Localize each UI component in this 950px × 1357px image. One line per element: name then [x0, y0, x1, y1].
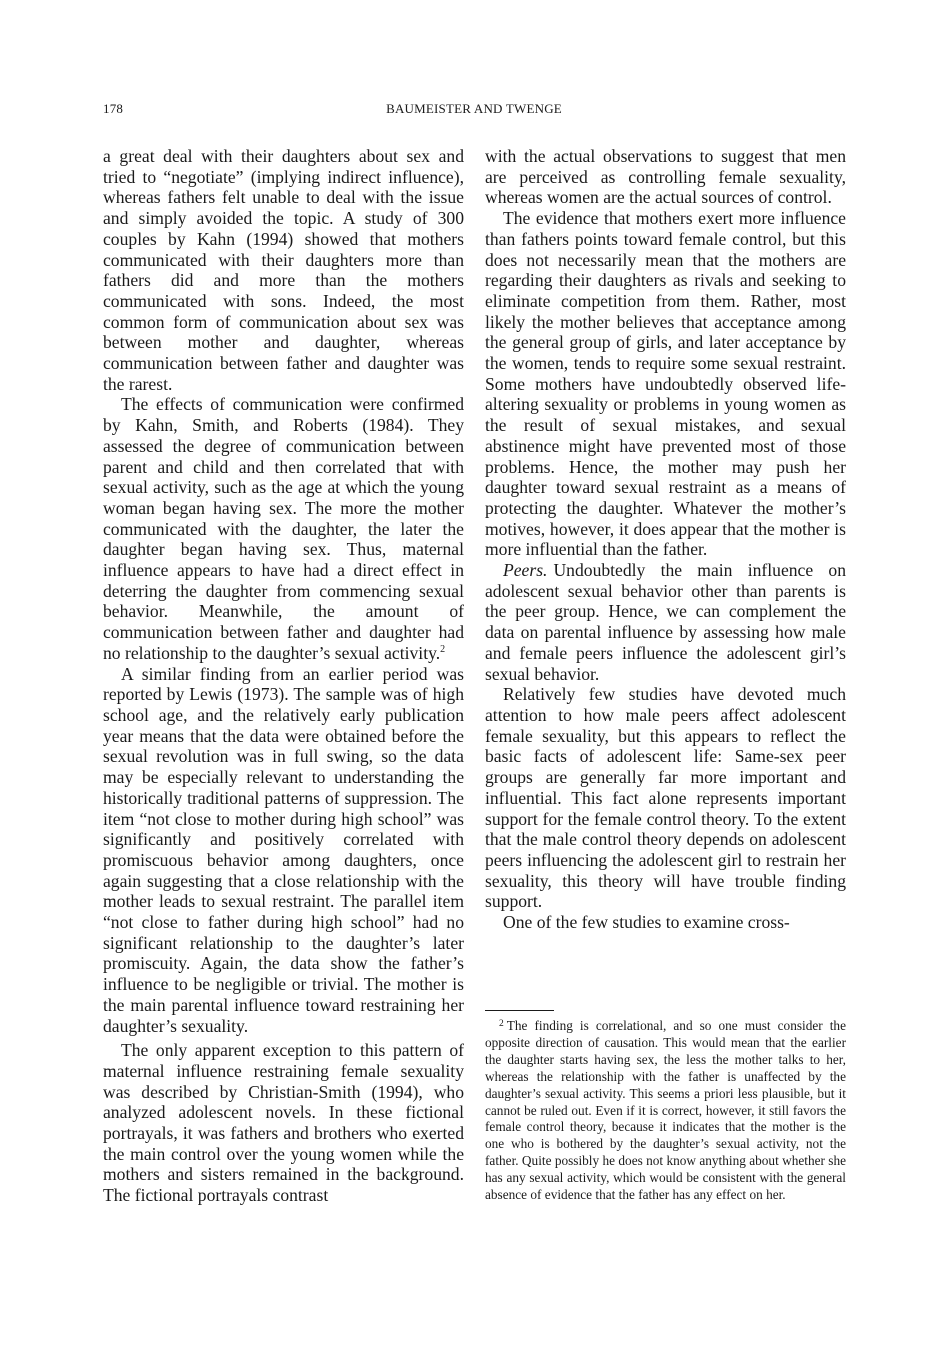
page-number: 178 [103, 101, 124, 116]
section-heading-peers: Peers. [503, 560, 548, 581]
paragraph: The evidence that mothers exert more influence than fathers points toward female control, but this does not necessarily mean that the mothers are regarding their daughters as rivals and seeking to eliminate competition from them. Rather, most likely the mother believes that acceptance among the general group of girls, and later acceptance by the women, tends to require some sexual restraint. Some mothers have undoubtedly observed life-altering sexuality or problems in young women as the result of sexual mistakes, and sexual abstinence might have prevented most of those problems. Hence, the mother may push her daughter toward sexual restraint as a means of protecting the daughter. Whatever the mother’s motives, however, it does appear that the mother is more influential than the father. [485, 208, 846, 560]
footnote-text: The finding is correlational, and so one must consider the opposite direction of causation. This would mean that the earlier the daughter starts having sex, the less the mother talks to her, whereas the relationship with the father is unaffected by the daughter’s sexual activity. This seems a priori less plausible, but it cannot be ruled out. Even if it is correct, however, it still favors the female control theory, because it indicates that the mother is the one who is bothered by the daughter’s sexual activity, not the father. Quite possibly he does not know anything about whether she has any sexual activity, which would be consistent with the general absence of evidence that the father has any effect on her. [485, 1018, 846, 1203]
paragraph: with the actual observations to suggest that men are perceived as controlling female sexuality, whereas women are the actual sources of control. [485, 146, 846, 208]
paragraph: a great deal with their daughters about sex and tried to “negotiate” (implying indirect influence), whereas fathers felt unable to deal with the issue and simply avoided the topic. A study of 300 couples by Kahn (1994) showed that mothers communicated with their daughters more than fathers did and more than the mothers communicated with sons. Indeed, the most common form of communication about sex was between mother and daughter, whereas communication between father and daughter was the rarest. [103, 146, 464, 394]
paragraph [103, 394, 464, 663]
paragraph-text: The effects of communication were confirmed by Kahn, Smith, and Roberts (1984). They assessed the degree of communication between parent and child and then correlated that with sexual activity, such as the age at which the young woman began having sex. The more the mother communicated with the daughter, the later the daughter began having sex. Thus, maternal influence appears to have had a direct effect in deterring the daughter from commencing sexual behavior. Meanwhile, the amount of communication between father and daughter had no relationship to the daughter’s sexual activity. [103, 394, 464, 663]
running-head: BAUMEISTER AND TWENGE [386, 101, 562, 116]
paragraph: Relatively few studies have devoted much attention to how male peers affect adolescent female sexuality, but this appears to reflect the basic facts of adolescent life: Same-sex peer groups are generally far more important and influential. This fact alone represents important support for the female control theory. To the extent that the male control theory depends on adolescent peers influencing the adolescent girl to restrain her sexuality, this theory will have trouble finding support. [485, 684, 846, 912]
paragraph: A similar finding from an earlier period was reported by Lewis (1973). The sample was of high school age, and the relatively early publication year means that the data were obtained before the sexual revolution was in full swing, so the data may be especially relevant to understanding the historically traditional patterns of suppression. The item “not close to mother during high school” was significantly and positively correlated with promiscuous behavior among daughters, once again suggesting that a close relationship with the mother leads to sexual restraint. The parallel item “not close to father during high school” had no significant relationship to the daughter’s later promiscuity. Again, the data show the father’s influence to be negligible or trivial. The mother is the main parental influence toward restraining her daughter’s sexuality. [103, 663, 464, 1036]
footnote-rule [485, 1010, 554, 1011]
footnote-reference: 2 [440, 643, 446, 655]
right-column [485, 146, 846, 933]
footnote [485, 1018, 846, 1204]
left-column [103, 146, 464, 1206]
paragraph-text: Undoubtedly the main influence on adolescent sexual behavior other than parents is the peer group. Hence, we can complement the data on parental influence by assessing how male and female peers influence the adolescent girl’s sexual behavior. [485, 560, 846, 684]
footnote-mark: 2 [499, 1019, 504, 1029]
page-header [103, 101, 845, 119]
paragraph [485, 560, 846, 684]
paragraph: One of the few studies to examine cross- [503, 912, 790, 933]
paragraph: The only apparent exception to this pattern of maternal influence restraining female sexuality was described by Christian-Smith (1994), who analyzed adolescent novels. In these fictional portrayals, it was fathers and brothers who exerted the main control over the young women while the mothers and sisters remained in the background. The fictional portrayals contrast [103, 1040, 464, 1206]
